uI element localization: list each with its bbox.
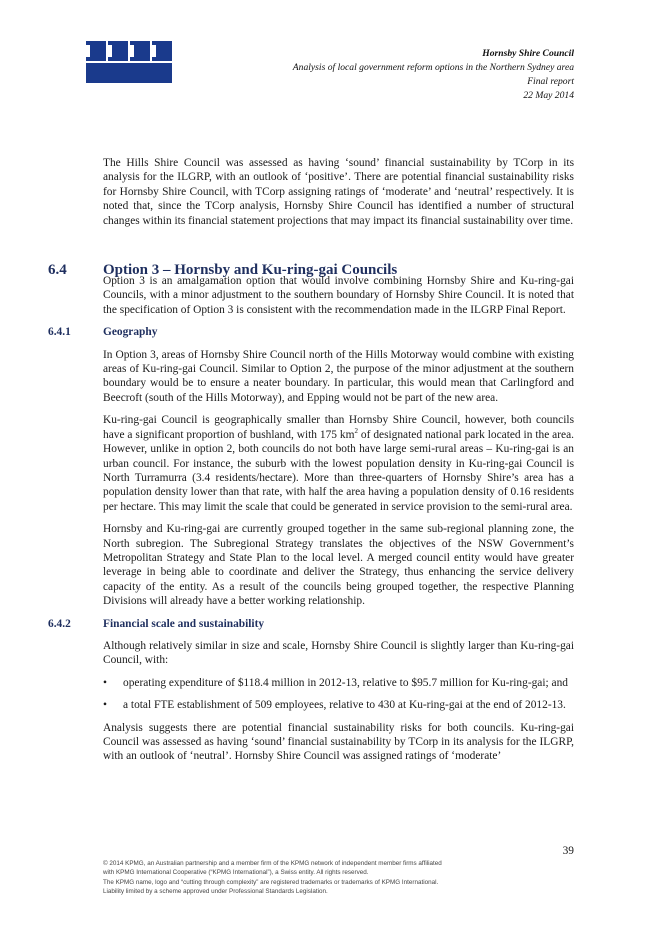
bullet-icon: •: [103, 676, 107, 689]
header-title: Hornsby Shire Council: [482, 48, 574, 59]
header-report-type: Final report: [527, 76, 574, 87]
footer-line: with KPMG International Cooperative (“KPMG International”), a Swiss entity. All rights reserved.: [103, 868, 369, 876]
subsection-title: Financial scale and sustainability: [103, 617, 265, 630]
subsection-heading-financial: [48, 617, 574, 631]
superscript: 2: [354, 426, 358, 435]
header-subtitle: Analysis of local government reform options in the Northern Sydney area: [292, 62, 574, 73]
page-header: [293, 47, 574, 103]
header-date: 22 May 2014: [523, 90, 574, 101]
document-body: [48, 156, 574, 772]
list-item-text: a total FTE establishment of 509 employees, relative to 430 at Ku-ring-gai at the end of 2012-13.: [123, 699, 566, 712]
subsection-title: Geography: [103, 326, 158, 339]
geography-p2-text: Ku-ring-gai Council is geographically smaller than Hornsby Shire Council, however, both councils have a significant proportion of bushland, with 175 km: [103, 414, 574, 441]
list-item-text: operating expenditure of $118.4 million in 2012-13, relative to $95.7 million for Ku-ring-gai; and: [123, 676, 568, 689]
section-paragraph: Option 3 is an amalgamation option that would involve combining Hornsby Shire and Ku-ring-gai Councils, with a minor adjustment to the southern boundary of Hornsby Shire Council. It is noted that the specification of Option 3 is consistent with the recommendation made in the ILGRP Final Report.: [103, 275, 574, 316]
section-title: Option 3 – Hornsby and Ku-ring-gai Councils: [103, 262, 398, 278]
financial-paragraph-2: Analysis suggests there are potential financial sustainability risks for both councils. Ku-ring-gai Council was assessed as having ‘sound’ financial sustainability by TCorp in its analysis for the ILGRP, with an outlook of ‘neutral’. Hornsby Shire Council was assigned ratings of ‘moderate’: [103, 721, 574, 763]
geography-paragraph-1: In Option 3, areas of Hornsby Shire Council north of the Hills Motorway would combine with existing areas of Ku-ring-gai Council. Similar to Option 2, the purpose of the minor adjustment at the southern boundary would be to ensure a neater boundary. In particular, this would mean that Carlingford and Beecroft (south of the Hills Motorway), and Epping would not be part of the new area.: [103, 348, 574, 404]
footer-line: © 2014 KPMG, an Australian partnership and a member firm of the KPMG network of independent member firms affiliated: [103, 860, 442, 867]
subsection-number: 6.4.2: [48, 617, 71, 630]
bullet-icon: •: [103, 699, 107, 712]
footer-line: The KPMG name, logo and “cutting through complexity” are registered trademarks or trademarks of KPMG International.: [103, 879, 439, 887]
page-number: 39: [562, 845, 574, 857]
financial-paragraph-1: Although relatively similar in size and scale, Hornsby Shire Council is slightly larger than Ku-ring-gai Council, with:: [103, 639, 574, 667]
list-item: [103, 676, 574, 690]
kpmg-logo: [86, 41, 174, 83]
section-heading-spacer: [103, 236, 574, 274]
geography-paragraph-3: Hornsby and Ku-ring-gai are currently grouped together in the same sub-regional planning zone, the North subregion. The Subregional Strategy translates the objectives of the NSW Government’s Metropolitan Strategy and State Plan to the local level. A merged council entity would have greater leverage in being able to coordinate and deliver the Strategy, thus enhancing the service delivery capacity of the entity. As a result of the councils being grouped together, the respective Planning Divisions will already have a better working relationship.: [103, 523, 574, 608]
intro-paragraph: The Hills Shire Council was assessed as having ‘sound’ financial sustainability by TCorp in its analysis for the ILGRP, with an outlook of ‘positive’. There are potential financial sustainability risks for Hornsby Shire Council, with TCorp assigning ratings of ‘moderate’ and ‘neutral’ respectively. It is noted that, since the TCorp analysis, Hornsby Shire Council has identified a number of structural changes within its financial statement projections that may impact its financial sustainability over time.: [103, 157, 574, 227]
subsection-heading-geography: [48, 325, 574, 339]
footer-line: Liability limited by a scheme approved under Professional Standards Legislation.: [103, 887, 328, 895]
list-item: [103, 698, 574, 712]
subsection-number: 6.4.1: [48, 326, 71, 339]
section-number: 6.4: [48, 262, 67, 278]
page-footer: [103, 860, 573, 896]
geography-p2-text-cont: of designated national park located in the area. However, unlike in option 2, both councils do not both have large semi-rural areas – Ku-ring-gai is an urban council. For instance, the suburb with the lowest population density in Ku-ring-gai Council is North Turramurra (3.4 residents/hectare). More than three-quarters of Hornsby Shire’s area has a population density lower than that rate, with half the area having a population density of 0.16 residents per hectare. This may limit the scale that could be generated in service provision to the semi-rural area.: [103, 428, 574, 513]
geography-paragraph-2: [103, 413, 574, 514]
